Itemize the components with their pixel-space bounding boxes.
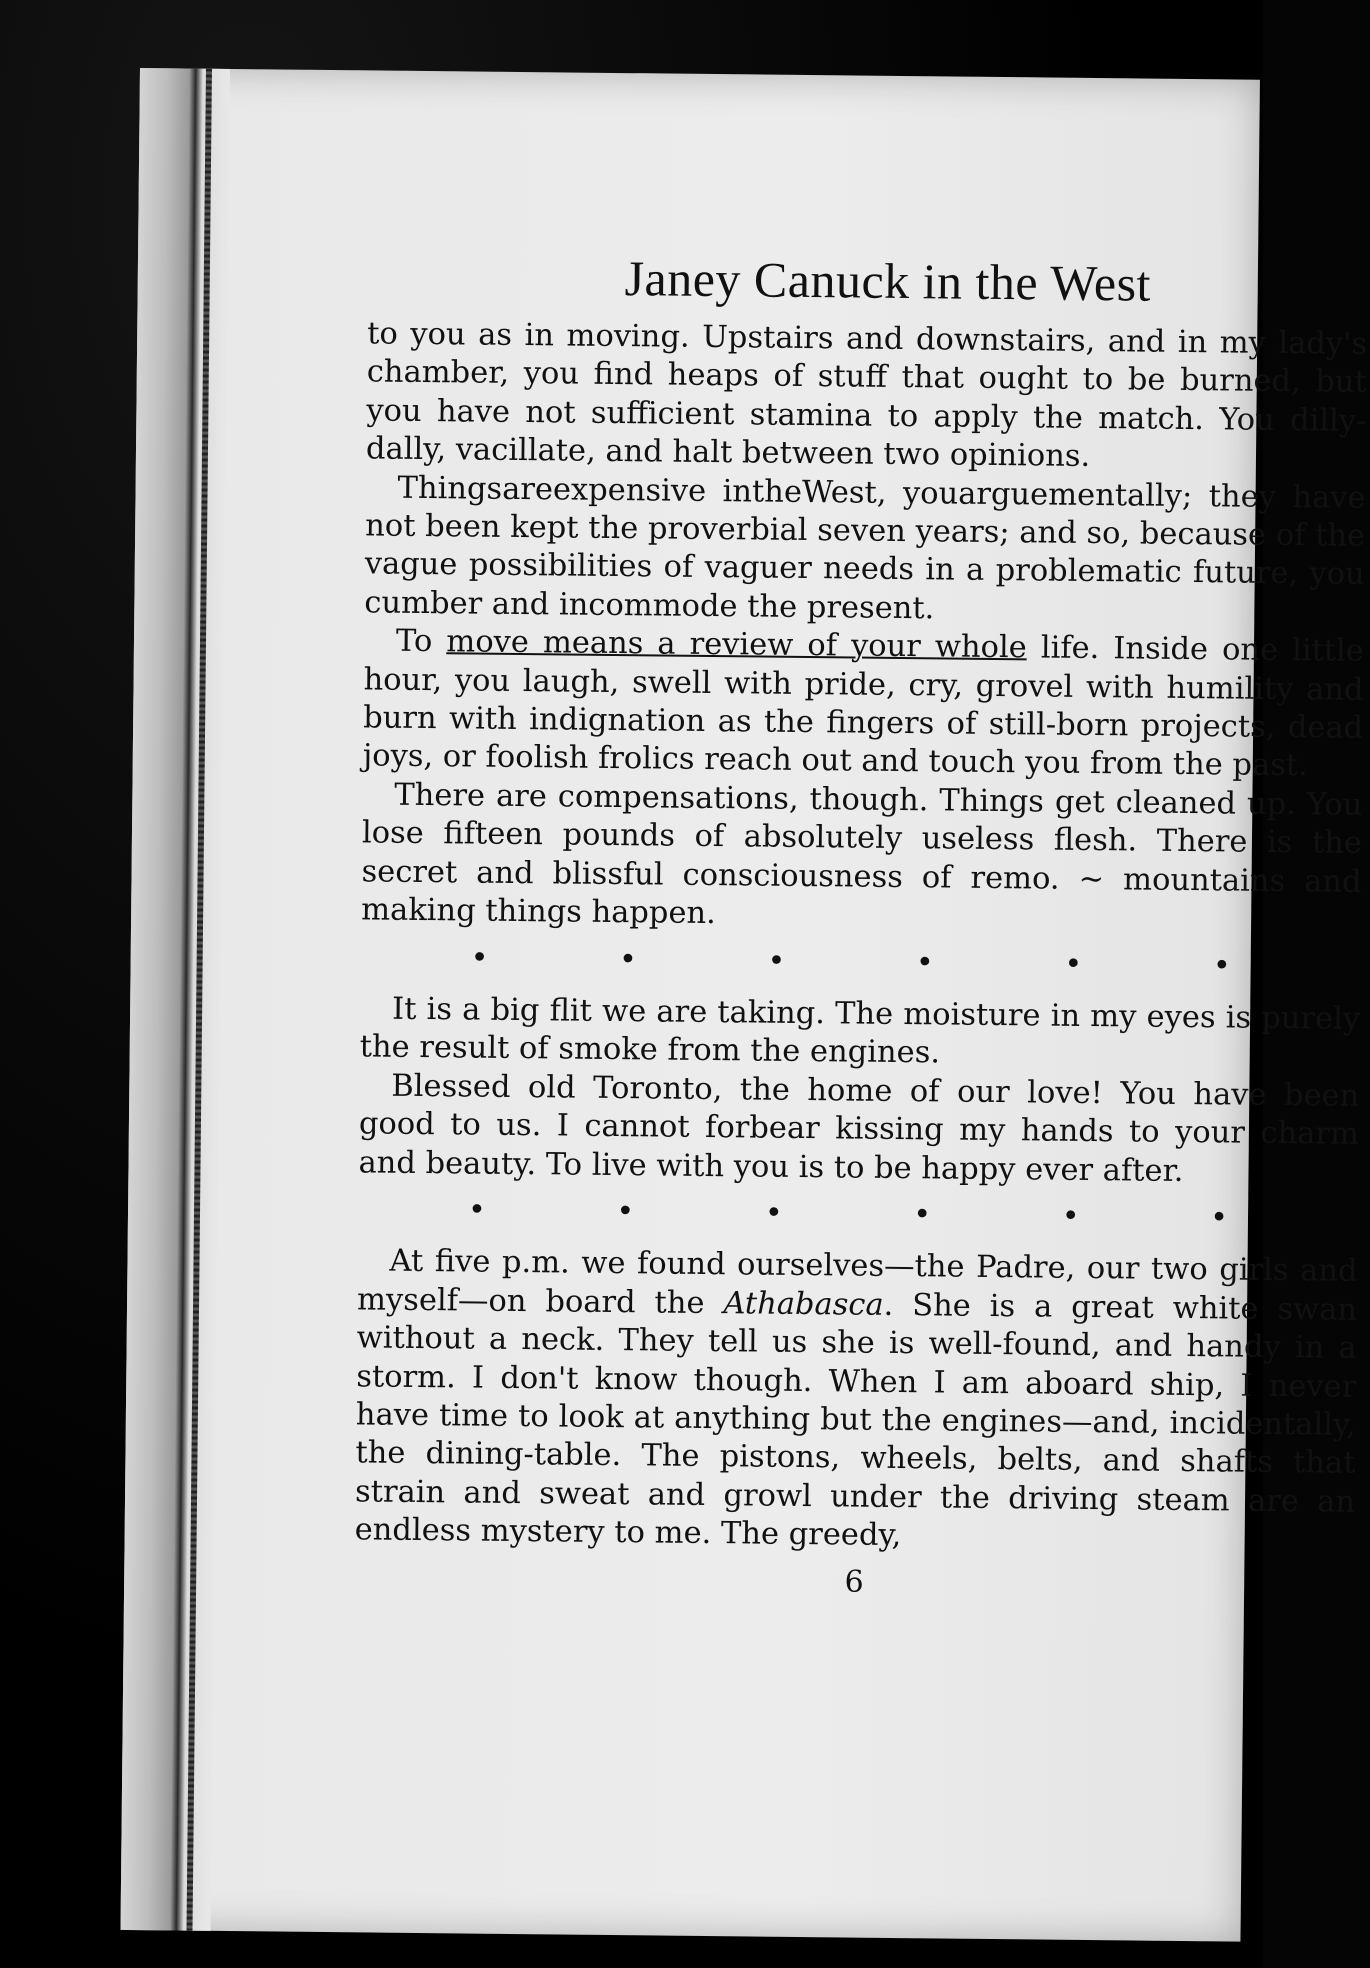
book-binding xyxy=(121,68,230,1931)
break-dot: • xyxy=(470,940,489,976)
book-page xyxy=(121,68,1368,1942)
running-head: Janey Canuck in the West xyxy=(624,250,1152,312)
paragraph-2: Thingsareexpensive intheWest, youarguementally; they have not been kept the proverbial seven years; and so, because of the vague possibilities of vaguer needs in a problematic future, you cumber and incommode the present. xyxy=(364,470,1366,627)
paragraph-3 xyxy=(363,623,1365,787)
section-break-2 xyxy=(468,1191,1228,1237)
page-text xyxy=(354,180,1369,1606)
break-dot: • xyxy=(618,941,638,977)
break-dot: • xyxy=(913,1197,932,1233)
paragraph-3-before: To xyxy=(395,623,447,660)
paragraph-3-underlined: move means a review of your whole xyxy=(446,624,1027,666)
paragraph-7-after: . She is a great white swan without a neck. They tell us she is well-found, and handy in a storm. I don't know though. When I am aboard ship, I never have time to look at anything but the engines—and, incidentally, the dining-table. The pistons, wheels, belts, and shafts that strain and sweat and growl under the driving steam are an endless mystery to me. The greedy, xyxy=(354,1287,1358,1554)
paragraph-7 xyxy=(354,1243,1357,1561)
break-dot: • xyxy=(616,1193,635,1230)
page-number: 6 xyxy=(844,1564,864,1600)
paragraph-5: It is a big flit we are taking. The moisture in my eyes is purely the result of smoke from the engines. xyxy=(359,991,1361,1071)
paragraph-3-after: life. Inside one little hour, you laugh, swell with pride, cry, grovel with humility and burn with indignation as the fingers of still-born projects, dead joys, or foolish frolics reach out and touch you from the past. xyxy=(362,630,1365,784)
break-dot: • xyxy=(767,943,786,979)
break-dot: • xyxy=(1064,946,1083,982)
break-dot: • xyxy=(1212,947,1231,983)
break-dot: • xyxy=(1210,1200,1229,1236)
break-dot: • xyxy=(915,944,934,980)
ship-name: Athabasca xyxy=(723,1285,884,1323)
paragraph-7-before: At five p.m. we found ourselves—the Padre, our two girls and myself—on board the xyxy=(356,1244,1358,1321)
break-dot: • xyxy=(764,1195,783,1231)
break-dot: • xyxy=(1061,1198,1080,1234)
paragraph-1: to you as in moving. Upstairs and downstairs, and in my lady's chamber, you find heaps of stuff that ought to be burned, but you have not sufficient stamina to apply the match. You dilly-dally, vacillate, and halt between two opinions. xyxy=(365,316,1368,475)
paragraph-4: There are compensations, though. Things get cleaned up. You lose fifteen pounds of absolutely useless flesh. There is the secret and blissful consciousness of remo. ~ mountains and making things happen. xyxy=(361,777,1363,932)
break-dot: • xyxy=(467,1192,486,1228)
paragraph-6: Blessed old Toronto, the home of our love! You have been good to us. I cannot forbear kissing my hands to your charm and beauty. To live with you is to be happy ever after. xyxy=(358,1068,1360,1189)
section-break-1 xyxy=(470,939,1230,985)
